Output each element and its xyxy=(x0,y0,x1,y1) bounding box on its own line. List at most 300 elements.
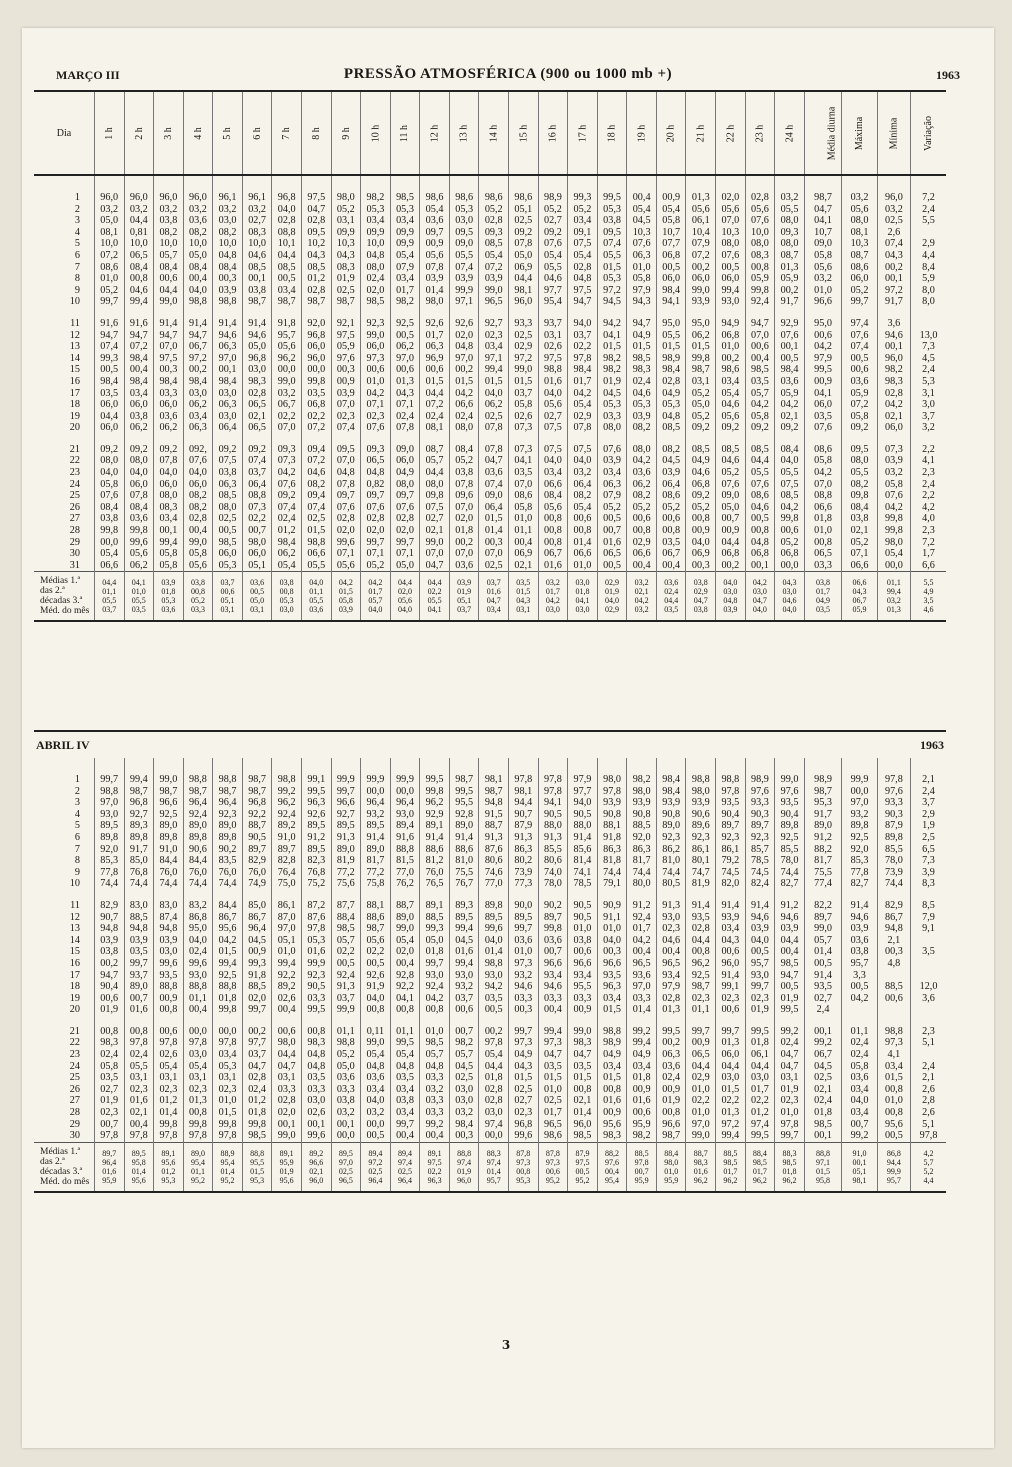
value-cell: 90,6 xyxy=(686,809,716,821)
value-cell: 95,7 xyxy=(842,958,877,970)
value-cell: 99,8 xyxy=(420,786,450,798)
table-row xyxy=(34,912,946,924)
value-cell: 99,8 xyxy=(213,1004,243,1016)
value-cell: 78,0 xyxy=(538,878,568,890)
day-cell: 5 xyxy=(74,820,80,832)
value-cell: 02,2 xyxy=(301,411,331,423)
value-cell: 98,1 xyxy=(479,774,509,786)
means-value: 04,6 xyxy=(782,596,797,606)
value-cell: 98,4 xyxy=(183,376,213,388)
value-cell: 04,5 xyxy=(656,455,686,467)
value-cell: 80,5 xyxy=(656,878,686,890)
value-cell: 02,3 xyxy=(509,1107,539,1119)
value-cell: 92,9 xyxy=(420,809,450,821)
value-cell: 06,0 xyxy=(390,455,420,467)
value-cell: 05,4 xyxy=(390,935,420,947)
means-value: 95,3 xyxy=(161,1175,176,1185)
means-cell xyxy=(877,572,910,622)
value-cell: 93,0 xyxy=(449,970,479,982)
value-cell: 08,2 xyxy=(183,490,213,502)
value-cell: 03,9 xyxy=(154,935,184,947)
value-cell: 90,8 xyxy=(597,809,627,821)
value-cell: 91,4 xyxy=(842,900,877,912)
value-cell: 07,8 xyxy=(449,479,479,491)
value-cell: 03,4 xyxy=(361,215,391,227)
value-cell: 03,4 xyxy=(479,341,509,353)
value-cell: 00,0 xyxy=(331,1130,361,1142)
value-cell: 98,1 xyxy=(509,786,539,798)
value-cell: 00,0 xyxy=(213,1026,243,1038)
value-cell: 00,1 xyxy=(331,1119,361,1131)
value-cell: 2,4 xyxy=(911,204,946,216)
means-value: 02,4 xyxy=(664,587,679,597)
value-cell: 96,6 xyxy=(804,296,842,308)
means-value: 01,9 xyxy=(279,1166,294,1176)
value-cell: 04,0 xyxy=(361,993,391,1005)
means-value: 03,5 xyxy=(516,578,531,588)
value-cell: 98,2 xyxy=(627,774,657,786)
column-header xyxy=(627,91,657,175)
value-cell: 02,3 xyxy=(154,1084,184,1096)
value-cell: 87,6 xyxy=(479,844,509,856)
value-cell: 97,8 xyxy=(568,353,598,365)
means-value: 03,0 xyxy=(723,587,738,597)
value-cell: 02,4 xyxy=(804,1095,842,1107)
value-cell: 06,3 xyxy=(656,1049,686,1061)
value-cell: 93,9 xyxy=(686,296,716,308)
means-value: 89,1 xyxy=(279,1148,294,1158)
value-cell: 92,4 xyxy=(272,809,302,821)
means-value: 03,9 xyxy=(338,605,353,615)
day-cell: 8 xyxy=(74,273,80,285)
value-cell: 4,8 xyxy=(877,958,910,970)
value-cell: 02,8 xyxy=(686,923,716,935)
value-cell: 04,8 xyxy=(301,1049,331,1061)
value-cell: 96,5 xyxy=(538,1119,568,1131)
means-value: 96,6 xyxy=(309,1157,324,1167)
value-cell: 02,0 xyxy=(390,946,420,958)
means-value: 97,5 xyxy=(575,1157,590,1167)
value-cell: 07,7 xyxy=(656,238,686,250)
column-header-label: 22 h xyxy=(724,124,736,142)
value-cell: 94,4 xyxy=(509,797,539,809)
value-cell: 10,0 xyxy=(242,238,272,250)
means-value: 06,7 xyxy=(852,596,867,606)
value-cell: 01,4 xyxy=(154,1107,184,1119)
value-cell: 00,0 xyxy=(361,786,391,798)
value-cell: 00,9 xyxy=(804,376,842,388)
value-cell: 06,8 xyxy=(716,548,746,560)
table-row xyxy=(34,330,946,342)
means-value: 02,5 xyxy=(338,1166,353,1176)
value-cell: 09,7 xyxy=(420,227,450,239)
day-cell: 28 xyxy=(69,525,80,537)
value-cell: 02,0 xyxy=(361,285,391,297)
value-cell: 03,7 xyxy=(331,993,361,1005)
means-value: 04,7 xyxy=(752,596,767,606)
value-cell: 0,82 xyxy=(361,479,391,491)
value-cell: 78,5 xyxy=(568,878,598,890)
value-cell: 81,7 xyxy=(361,855,391,867)
value-cell: 02,8 xyxy=(745,192,775,204)
value-cell: 08,6 xyxy=(656,490,686,502)
day-cell: 18 xyxy=(69,399,80,411)
column-header-label: 10 h xyxy=(369,124,381,142)
value-cell: 76,8 xyxy=(301,867,331,879)
means-cell xyxy=(183,572,213,622)
value-cell: 06,0 xyxy=(124,479,154,491)
value-cell: 06,2 xyxy=(479,399,509,411)
value-cell: 3,2 xyxy=(911,422,946,434)
value-cell: 99,4 xyxy=(449,958,479,970)
value-cell: 04,4 xyxy=(272,1049,302,1061)
value-cell: 01,4 xyxy=(568,1107,598,1119)
value-cell: 02,3 xyxy=(686,993,716,1005)
value-cell: 00,8 xyxy=(686,513,716,525)
value-cell: 05,4 xyxy=(479,1049,509,1061)
value-cell: 98,0 xyxy=(242,537,272,549)
means-value: 04,4 xyxy=(427,578,442,588)
value-cell: 09,1 xyxy=(568,227,598,239)
means-cell xyxy=(361,1142,391,1192)
means-value: 95,2 xyxy=(190,1175,205,1185)
value-cell: 98,4 xyxy=(656,786,686,798)
means-label-line: décadas 3.ª xyxy=(40,1166,83,1177)
value-cell: 06,0 xyxy=(301,341,331,353)
value-cell: 02,6 xyxy=(538,341,568,353)
value-cell: 03,9 xyxy=(656,467,686,479)
means-value: 89,5 xyxy=(131,1148,146,1158)
value-cell: 03,0 xyxy=(213,411,243,423)
value-cell: 97,0 xyxy=(94,797,124,809)
value-cell: 98,2 xyxy=(361,192,391,204)
value-cell: 97,3 xyxy=(361,353,391,365)
value-cell: 04,9 xyxy=(686,455,716,467)
value-cell: 02,1 xyxy=(842,525,877,537)
means-value: 98,5 xyxy=(723,1157,738,1167)
value-cell: 04,4 xyxy=(479,1061,509,1073)
value-cell: 2,6 xyxy=(911,1107,946,1119)
value-cell: 07,0 xyxy=(716,215,746,227)
value-cell: 96,8 xyxy=(124,797,154,809)
value-cell: 98,0 xyxy=(877,537,910,549)
value-cell: 01,3 xyxy=(716,1107,746,1119)
value-cell: 00,7 xyxy=(716,513,746,525)
value-cell: 96,0 xyxy=(154,192,184,204)
table-row xyxy=(34,1119,946,1131)
value-cell: 07,5 xyxy=(213,455,243,467)
value-cell: 93,5 xyxy=(686,912,716,924)
means-value: 01,4 xyxy=(486,1166,501,1176)
value-cell: 02,5 xyxy=(538,1095,568,1107)
value-cell: 2,1 xyxy=(911,774,946,786)
value-cell: 88,0 xyxy=(568,820,598,832)
value-cell: 01,7 xyxy=(568,376,598,388)
value-cell: 03,2 xyxy=(775,192,805,204)
value-cell: 01,0 xyxy=(804,525,842,537)
means-value: 03,2 xyxy=(886,596,901,606)
value-cell: 04,8 xyxy=(301,1061,331,1073)
value-cell: 09,2 xyxy=(716,422,746,434)
value-cell: 96,2 xyxy=(272,797,302,809)
value-cell: 97,8 xyxy=(94,1130,124,1142)
value-cell: 92,3 xyxy=(716,832,746,844)
means-value: 03,0 xyxy=(575,578,590,588)
value-cell: 97,1 xyxy=(449,296,479,308)
means-cell xyxy=(686,1142,716,1192)
value-cell: 98,2 xyxy=(597,364,627,376)
value-cell: 10,4 xyxy=(686,227,716,239)
column-header xyxy=(272,91,302,175)
value-cell: 03,3 xyxy=(627,993,657,1005)
value-cell: 04,4 xyxy=(420,467,450,479)
value-cell: 01,5 xyxy=(213,1107,243,1119)
means-value: 00,4 xyxy=(605,1166,620,1176)
table-row xyxy=(34,318,946,330)
value-cell: 99,8 xyxy=(301,376,331,388)
value-cell: 92,3 xyxy=(745,832,775,844)
value-cell: 92,0 xyxy=(627,832,657,844)
value-cell: 07,2 xyxy=(301,422,331,434)
value-cell: 82,4 xyxy=(745,878,775,890)
table-row xyxy=(34,537,946,549)
value-cell: 03,2 xyxy=(183,204,213,216)
value-cell: 99,7 xyxy=(716,1026,746,1038)
value-cell: 97,8 xyxy=(154,1037,184,1049)
value-cell: 07,6 xyxy=(272,479,302,491)
means-value: 05,1 xyxy=(457,596,472,606)
column-header xyxy=(509,91,539,175)
value-cell: 09,3 xyxy=(272,444,302,456)
value-cell: 07,1 xyxy=(842,548,877,560)
value-cell: 00,2 xyxy=(479,1026,509,1038)
value-cell: 98,7 xyxy=(656,1130,686,1142)
means-value: 01,5 xyxy=(250,1166,265,1176)
value-cell: 88,6 xyxy=(449,844,479,856)
value-cell: 03,2 xyxy=(154,204,184,216)
value-cell: 03,5 xyxy=(94,388,124,400)
value-cell: 99,0 xyxy=(509,364,539,376)
value-cell: 07,2 xyxy=(301,455,331,467)
value-cell: 98,7 xyxy=(804,786,842,798)
value-cell: 09,0 xyxy=(390,444,420,456)
day-cell: 19 xyxy=(69,992,80,1004)
value-cell: 02,5 xyxy=(479,560,509,572)
column-header xyxy=(420,91,450,175)
value-cell: 03,8 xyxy=(568,935,598,947)
means-cell xyxy=(331,1142,361,1192)
value-cell: 08,5 xyxy=(479,238,509,250)
value-cell: 07,1 xyxy=(331,548,361,560)
means-value: 88,4 xyxy=(664,1148,679,1158)
value-cell: 06,6 xyxy=(538,479,568,491)
value-cell: 98,3 xyxy=(597,1130,627,1142)
day-cell: 16 xyxy=(69,375,80,387)
column-header-label: 8 h xyxy=(310,126,322,140)
value-cell: 98,7 xyxy=(183,786,213,798)
value-cell: 84,4 xyxy=(183,855,213,867)
value-cell: 99,7 xyxy=(361,537,391,549)
means-value: 03,1 xyxy=(250,605,265,615)
value-cell: 04,4 xyxy=(94,411,124,423)
value-cell: 86,1 xyxy=(686,844,716,856)
value-cell: 03,6 xyxy=(331,1072,361,1084)
value-cell: 09,0 xyxy=(716,490,746,502)
value-cell: 07,8 xyxy=(390,422,420,434)
value-cell: 00,8 xyxy=(124,1026,154,1038)
column-header xyxy=(568,91,598,175)
value-cell: 03,4 xyxy=(361,1084,391,1096)
value-cell: 99,7 xyxy=(509,1026,539,1038)
value-cell: 02,1 xyxy=(775,411,805,423)
value-cell: 99,9 xyxy=(361,774,391,786)
means-value: 02,1 xyxy=(634,587,649,597)
means-value: 00,6 xyxy=(220,587,235,597)
value-cell: 00,2 xyxy=(183,364,213,376)
value-cell: 92,7 xyxy=(479,318,509,330)
value-cell: 83,5 xyxy=(213,855,243,867)
means-cell xyxy=(390,572,420,622)
value-cell: 89,3 xyxy=(449,900,479,912)
column-header-label: 16 h xyxy=(547,124,559,142)
value-cell: 00,8 xyxy=(538,513,568,525)
value-cell: 88,5 xyxy=(124,912,154,924)
value-cell: 05,6 xyxy=(538,502,568,514)
means-value: 03,0 xyxy=(279,605,294,615)
value-cell: 03,1 xyxy=(124,1072,154,1084)
value-cell: 03,4 xyxy=(597,467,627,479)
value-cell: 04,6 xyxy=(656,935,686,947)
value-cell: 05,8 xyxy=(94,1061,124,1073)
value-cell: 08,2 xyxy=(183,227,213,239)
value-cell: 96,6 xyxy=(597,958,627,970)
value-cell: 97,6 xyxy=(775,786,805,798)
value-cell: 97,8 xyxy=(538,774,568,786)
means-value: 95,8 xyxy=(816,1175,831,1185)
value-cell: 88,7 xyxy=(242,820,272,832)
value-cell: 06,0 xyxy=(716,1049,746,1061)
value-cell: 96,4 xyxy=(213,797,243,809)
value-cell: 00,9 xyxy=(597,1107,627,1119)
value-cell: 75,2 xyxy=(301,878,331,890)
value-cell: 01,9 xyxy=(94,1095,124,1107)
value-cell: 0,11 xyxy=(361,1026,391,1038)
value-cell: 03,7 xyxy=(568,330,598,342)
value-cell: 04,8 xyxy=(331,467,361,479)
means-cell xyxy=(154,1142,184,1192)
value-cell: 99,7 xyxy=(331,786,361,798)
means-value: 95,2 xyxy=(545,1175,560,1185)
value-cell: 10,3 xyxy=(716,227,746,239)
value-cell: 06,1 xyxy=(686,215,716,227)
value-cell: 04,9 xyxy=(390,467,420,479)
value-cell: 93,4 xyxy=(568,970,598,982)
value-cell: 08,8 xyxy=(242,490,272,502)
value-cell: 05,2 xyxy=(686,411,716,423)
value-cell: 92,6 xyxy=(449,318,479,330)
value-cell: 98,8 xyxy=(183,296,213,308)
value-cell: 05,4 xyxy=(627,204,657,216)
table-row xyxy=(34,455,946,467)
column-header xyxy=(94,91,124,175)
value-cell: 05,6 xyxy=(361,935,391,947)
column-header xyxy=(842,91,877,175)
table-row xyxy=(34,192,946,204)
column-header xyxy=(656,91,686,175)
value-cell: 06,2 xyxy=(390,341,420,353)
value-cell: 09,4 xyxy=(301,444,331,456)
value-cell: 00,9 xyxy=(656,1084,686,1096)
value-cell: 00,6 xyxy=(568,946,598,958)
means-value: 01,9 xyxy=(457,1166,472,1176)
value-cell: 03,2 xyxy=(361,1107,391,1119)
value-cell: 99,5 xyxy=(390,1037,420,1049)
value-cell: 03,4 xyxy=(627,1061,657,1073)
value-cell: 89,8 xyxy=(213,832,243,844)
value-cell: 99,4 xyxy=(213,958,243,970)
value-cell: 05,1 xyxy=(272,935,302,947)
value-cell: 99,0 xyxy=(390,923,420,935)
means-value: 03,0 xyxy=(782,587,797,597)
day-cell: 1 xyxy=(74,192,80,203)
value-cell: 99,8 xyxy=(775,513,805,525)
value-cell: 01,6 xyxy=(538,560,568,572)
value-cell: 03,3 xyxy=(509,993,539,1005)
table-row xyxy=(34,993,946,1005)
value-cell: 00,4 xyxy=(775,946,805,958)
value-cell: 92,5 xyxy=(390,318,420,330)
value-cell: 04,7 xyxy=(242,1061,272,1073)
value-cell: 00,8 xyxy=(183,1107,213,1119)
value-cell: 98,0 xyxy=(597,774,627,786)
value-cell: 00,8 xyxy=(627,525,657,537)
value-cell: 91,3 xyxy=(656,900,686,912)
value-cell: 99,9 xyxy=(331,1004,361,1016)
value-cell: 5,1 xyxy=(911,1037,946,1049)
value-cell: 00,8 xyxy=(154,1004,184,1016)
value-cell: 06,4 xyxy=(242,479,272,491)
value-cell: 06,4 xyxy=(479,502,509,514)
value-cell: 92,8 xyxy=(390,970,420,982)
means-value: 03,6 xyxy=(250,578,265,588)
value-cell: 05,8 xyxy=(627,273,657,285)
value-cell: 00,8 xyxy=(420,1004,450,1016)
value-cell: 77,8 xyxy=(842,867,877,879)
value-cell: 08,3 xyxy=(331,262,361,274)
value-cell: 02,1 xyxy=(509,560,539,572)
value-cell: 98,7 xyxy=(242,296,272,308)
means-cell xyxy=(213,572,243,622)
value-cell: 85,0 xyxy=(242,900,272,912)
value-cell: 04,3 xyxy=(331,250,361,262)
day-cell: 26 xyxy=(69,501,80,513)
value-cell: 05,3 xyxy=(597,273,627,285)
value-cell: 07,5 xyxy=(568,238,598,250)
value-cell: 94,6 xyxy=(877,330,910,342)
means-value: 03,8 xyxy=(693,605,708,615)
means-label-line: décadas 3.ª xyxy=(40,596,83,607)
value-cell: 03,9 xyxy=(420,273,450,285)
value-cell: 08,1 xyxy=(94,227,124,239)
value-cell: 06,0 xyxy=(242,548,272,560)
value-cell: 06,9 xyxy=(509,262,539,274)
value-cell: 97,4 xyxy=(745,1119,775,1131)
value-cell: 09,0 xyxy=(804,238,842,250)
value-cell: 91,4 xyxy=(568,832,598,844)
value-cell: 04,6 xyxy=(716,399,746,411)
value-cell: 3,1 xyxy=(911,388,946,400)
value-cell: 96,6 xyxy=(154,797,184,809)
